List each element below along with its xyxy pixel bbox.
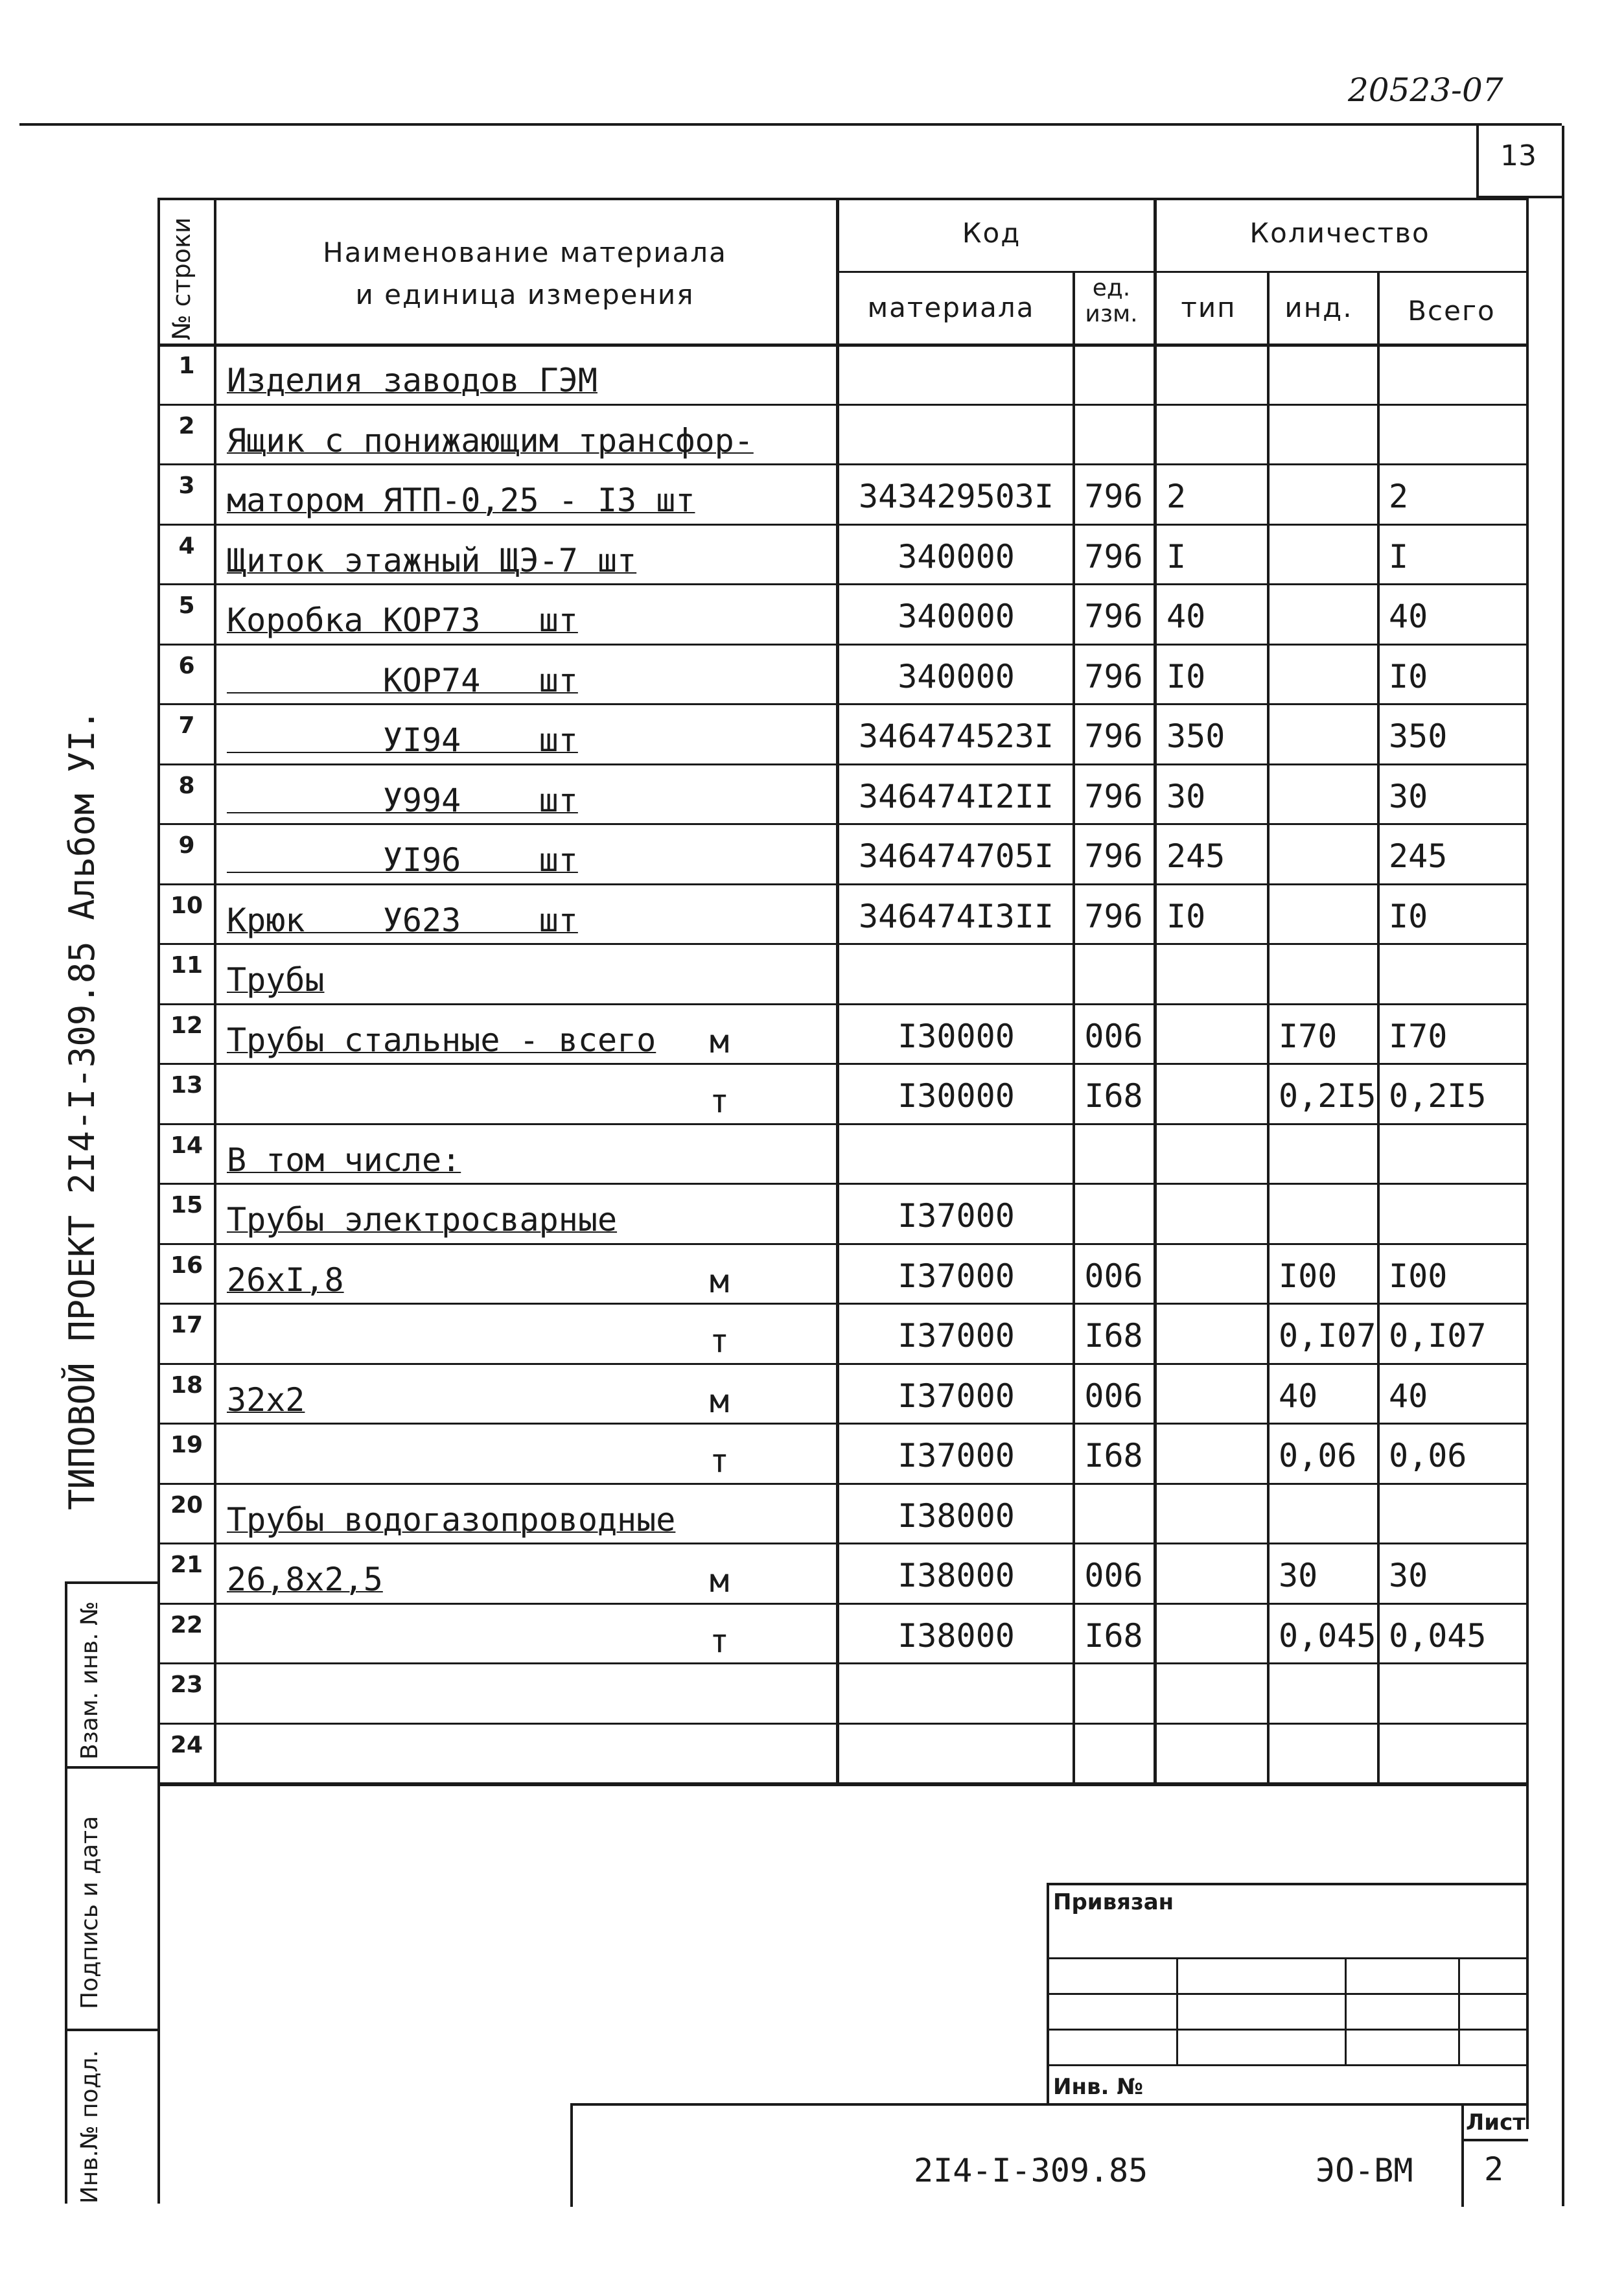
material-name: Трубы стальные - всего [227,1021,656,1059]
stamp-v3 [1458,1957,1460,2066]
qty-total: I70 [1389,1017,1448,1055]
title-block-top [570,2103,1528,2106]
side-field-inv-podl: Инв.№ подл. [76,2050,103,2204]
unit-code: 796 [1084,657,1143,695]
measure-unit: м [709,1382,730,1420]
measure-unit: м [709,1022,730,1060]
qty-type: I0 [1166,657,1206,695]
measure-unit: т [709,1082,730,1120]
header-q-total: Всего [1408,295,1496,327]
row-number: 8 [178,772,195,799]
measure-unit: т [709,1622,730,1660]
unit-code: I68 [1084,1077,1143,1115]
grid-row-line [157,763,1526,765]
grid-row-line [157,1603,1526,1605]
unit-code: 006 [1084,1257,1143,1295]
unit-code: 796 [1084,598,1143,635]
material-code: I38000 [898,1497,1015,1535]
grid-row-line [157,1063,1526,1065]
grid-header-bottom [157,344,1526,347]
qty-type: 350 [1166,717,1225,755]
qty-type: I [1166,537,1187,576]
material-code: I37000 [898,1377,1015,1415]
unit-code: 006 [1084,1557,1143,1594]
grid-row-line [157,463,1526,465]
measure-unit: м [709,1562,730,1600]
qty-type: 30 [1166,777,1206,815]
grid-row-line [157,524,1526,526]
row-number: 11 [170,952,203,979]
material-code: 340000 [898,537,1015,576]
material-code: 346474I2II [858,777,1054,815]
grid-row-line [157,404,1526,406]
header-quantity: Количество [1249,217,1430,249]
unit-code: 796 [1084,837,1143,875]
stamp-sheet-no: 2 [1484,2150,1504,2188]
material-name: КОР74 шт [227,661,578,699]
stamp-h1 [1047,1957,1528,1959]
stamp-h3 [1047,2029,1528,2031]
material-name: В том числе: [227,1141,461,1179]
row-number: 22 [170,1611,203,1638]
stamp-doc-code: 2I4-I-309.85 [914,2152,1148,2189]
measure-unit: м [709,1262,730,1300]
grid-header-mid [836,271,1526,273]
document-number: 20523-07 [1348,71,1503,109]
side-field-podpis: Подпись и дата [76,1815,103,2009]
header-q-type: тип [1181,292,1236,323]
material-code: I38000 [898,1616,1015,1655]
grid-row-line [157,1782,1526,1786]
grid-row-line [157,1483,1526,1485]
grid-row-line [157,1543,1526,1544]
pagebox-left [1476,126,1479,197]
row-number: 3 [178,472,195,499]
qty-ind: I00 [1279,1257,1338,1295]
unit-code: I68 [1084,1317,1143,1355]
material-code: 343429503I [858,478,1054,515]
material-name: У994 шт [227,781,578,819]
material-name: Изделия заводов ГЭМ [227,362,597,399]
grid-row-line [157,1303,1526,1305]
grid-row-line [157,583,1526,585]
row-number: 1 [178,353,195,379]
qty-total: 245 [1389,837,1448,875]
stamp-h2 [1047,1993,1528,1995]
grid-col-name [836,198,839,1782]
stamp-v1 [1176,1957,1178,2066]
qty-total: 30 [1389,1557,1428,1594]
material-name: УI96 шт [227,841,578,879]
grid-row-line [157,644,1526,646]
qty-total: I0 [1389,657,1428,695]
unit-code: 006 [1084,1377,1143,1415]
row-number: 4 [178,532,195,559]
material-code: 346474I3II [858,897,1054,935]
stamp-box-top [1047,1883,1528,1885]
material-name: 26xI,8 [227,1261,344,1299]
material-name: Ящик с понижающим трансфор- [227,421,754,460]
header-name-unit: и единица измерения [355,279,695,310]
material-code: I37000 [898,1317,1015,1355]
row-number: 19 [170,1432,203,1458]
qty-total: I [1389,537,1409,576]
unit-code: 006 [1084,1017,1143,1055]
stamp-privyazan: Привязан [1053,1889,1174,1915]
unit-code: I68 [1084,1437,1143,1474]
sidebar-sep0 [65,1581,159,1584]
unit-code: 796 [1084,478,1143,515]
grid-col-ed [1154,198,1157,1782]
grid-col-ind [1377,271,1380,1782]
row-number: 12 [170,1012,203,1039]
row-number: 20 [170,1491,203,1519]
grid-row-line [157,703,1526,705]
material-code: I37000 [898,1437,1015,1474]
header-name: Наименование материала [323,237,727,268]
grid-row-line [157,1123,1526,1125]
qty-total: 40 [1389,598,1428,635]
header-code-unit: ед. изм. [1085,275,1138,327]
stamp-inv-no: Инв. № [1053,2074,1144,2100]
grid-row-line [157,943,1526,945]
row-number: 23 [170,1671,203,1698]
material-name: Щиток этажный ЩЭ-7 шт [227,541,637,579]
qty-total: 350 [1389,717,1448,755]
list-box-mid [1461,2139,1528,2141]
header-code-material: материала [867,292,1035,323]
unit-code: 796 [1084,537,1143,576]
qty-total: 0,2I5 [1389,1077,1487,1115]
row-number: 21 [170,1552,203,1578]
qty-ind: 30 [1279,1557,1318,1594]
unit-code: I68 [1084,1616,1143,1655]
page-corner-number: 13 [1500,139,1537,172]
qty-ind: 0,045 [1279,1616,1376,1655]
row-number: 24 [170,1731,203,1758]
material-name: Трубы электросварные [227,1201,618,1239]
qty-ind: 0,I07 [1279,1317,1376,1355]
qty-ind: 0,06 [1279,1437,1357,1474]
frame-right [1526,198,1529,2129]
qty-total: I00 [1389,1257,1448,1295]
frame-right-top [1562,126,1564,2206]
frame-top [157,198,1528,200]
header-q-ind: инд. [1284,292,1353,323]
grid-col-tip [1267,271,1270,1782]
grid-row-line [157,823,1526,825]
grid-row-line [157,883,1526,885]
unit-code: 796 [1084,777,1143,815]
title-block-left [570,2103,573,2207]
material-name: Крюк У623 шт [227,901,578,939]
qty-ind: 0,2I5 [1279,1077,1376,1115]
list-box-left [1461,2103,1464,2207]
qty-type: 2 [1166,478,1187,515]
grid-row-line [157,1723,1526,1725]
qty-total: 30 [1389,777,1428,815]
qty-total: 0,I07 [1389,1317,1487,1355]
side-title: ТИПОВОЙ ПРОЕКТ 2I4-I-309.85 Альбом УI. [62,709,102,1510]
material-code: 340000 [898,598,1015,635]
material-code: 346474705I [858,837,1054,875]
qty-ind: I70 [1279,1017,1338,1055]
sidebar-sep1 [65,1766,159,1769]
sidebar-left [65,1581,67,2204]
material-name: 26,8x2,5 [227,1561,383,1598]
sidebar-sep2 [65,2029,159,2031]
row-number: 16 [170,1252,203,1279]
row-number: 13 [170,1072,203,1099]
material-code: I30000 [898,1077,1015,1115]
stamp-sheet-code: ЭО-ВМ [1316,2152,1413,2189]
material-code: 340000 [898,657,1015,695]
row-number: 7 [178,712,195,739]
side-field-vzam: Взам. инв. № [76,1601,103,1760]
qty-total: 0,06 [1389,1437,1467,1474]
qty-type: I0 [1166,897,1206,935]
qty-total: I0 [1389,897,1428,935]
material-name: Коробка КОР73 шт [227,601,578,639]
grid-row-line [157,1662,1526,1664]
row-number: 15 [170,1192,203,1218]
qty-type: 245 [1166,837,1225,875]
qty-total: 0,045 [1389,1616,1487,1655]
header-code: Код [962,217,1021,249]
grid-row-line [157,1003,1526,1005]
row-number: 9 [178,832,195,859]
stamp-h4 [1047,2064,1528,2066]
material-code: I37000 [898,1197,1015,1235]
row-number: 18 [170,1371,203,1399]
unit-code: 796 [1084,897,1143,935]
material-name: УI94 шт [227,721,578,759]
header-row-no: № строки [167,217,196,340]
material-code: 346474523I [858,717,1054,755]
material-name: Трубы [227,961,325,999]
row-number: 5 [178,592,195,619]
material-name: Трубы водогазопроводные [227,1500,676,1539]
row-number: 17 [170,1312,203,1338]
qty-total: 40 [1389,1377,1428,1415]
row-number: 2 [178,412,195,439]
row-number: 10 [170,892,203,919]
grid-row-line [157,1183,1526,1185]
row-number: 14 [170,1132,203,1159]
unit-code: 796 [1084,717,1143,755]
measure-unit: т [709,1322,730,1360]
grid-row-line [157,1363,1526,1365]
grid-row-line [157,1423,1526,1425]
material-code: I37000 [898,1257,1015,1295]
qty-type: 40 [1166,598,1206,635]
material-name: 32x2 [227,1380,305,1419]
stamp-v2 [1345,1957,1347,2066]
measure-unit: т [709,1442,730,1480]
qty-total: 2 [1389,478,1409,515]
qty-ind: 40 [1279,1377,1318,1415]
grid-row-line [157,1243,1526,1245]
grid-col-num [214,198,216,1782]
material-code: I30000 [898,1017,1015,1055]
top-rule [19,123,1562,126]
material-code: I38000 [898,1557,1015,1594]
row-number: 6 [178,652,195,679]
stamp-list-label: Лист [1466,2110,1525,2136]
material-name: матором ЯТП-0,25 - I3 шт [227,482,695,519]
